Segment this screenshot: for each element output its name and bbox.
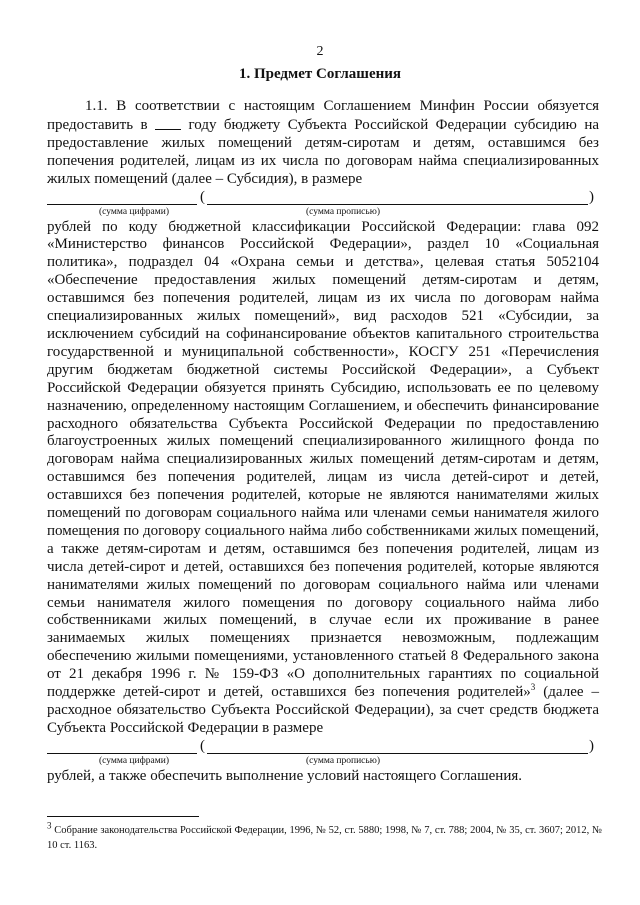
close-paren: ) (589, 188, 594, 205)
caption-amount-digits: (сумма цифрами) (99, 755, 169, 766)
paragraph-text: рублей по коду бюджетной классификации Российской Федерации: глава 092 «Министерство финансов Российской Федерации», раздел 10 «Социальная политика», подраздел 04 «Охрана семьи и детства», целевая статья 5052104 «Обеспечение предоставления жилых помещений детям-сиротам и детям, оставшимся без попечения родителей, лицам из их числа по договорам найма специализированных жилых помещений», вид расходов 521 «Субсидии, за исключением субсидий на софинансирование объектов капитального строительства государственной и муниципальной собственности», КОСГУ 251 «Перечисления другим бюджетам бюджетной системы Российской Федерации», а Субъект Российской Федерации обязуется принять Субсидию, использовать ее по целевому назначению, определенному настоящим Соглашением, и обеспечить финансирование расходного обязательства Субъекта Российской Федерации по предоставлению благоустроенных жилых помещений специализированного жилищного фонда по договорам найма специализированных жилых помещений детям-сиротам и детям, оставшимся без попечения родителей, лицам из числа детей-сирот и детей, оставшихся без попечения родителей, которые не являются нанимателями жилых помещений по договорам социального найма или членами семьи нанимателя жилого помещения по договору социального найма либо собственниками жилых помещений, а также детям-сиротам и детям, оставшимся без попечения родителей, лицам из числа детей-сирот и детей, оставшихся без попечения родителей, которые являются нанимателями жилых помещений по договорам социального найма или членами семьи нанимателя жилого помещения по договору социального найма либо собственниками жилых помещений, в случае если их проживание в ранее занимаемых жилых помещениях признается невозможным, подлежащим обеспечению жилыми помещениями, установленного статьей 8 Федерального закона от 21 декабря 1996 г. № 159-ФЗ «О дополнительных гарантиях по социальной поддержке детей-сирот и детей, оставшихся без попечения родителей» (47, 218, 599, 701)
clause-text-end: году бюджету Субъекта Российской Федерации субсидию на предоставление жилых помещений детям-сиротам и детям, оставшимся без попечения родителей, лицам из их числа по договорам найма специализированных жилых помещений (далее – Субсидия), в размере (47, 116, 600, 187)
footnote-marker: 3 (47, 820, 52, 831)
section-title: 1. Предмет Соглашения (238, 66, 402, 82)
clause-text-start: 1.1. В соответствии с настоящим Соглашением Минфин России обязуется предоставить в (47, 98, 599, 133)
closing-paragraph: рублей, а также обеспечить выполнение условий настоящего Соглашения. (47, 767, 523, 784)
amount-words-line (207, 204, 588, 205)
caption-amount-words: (сумма прописью) (306, 206, 380, 217)
caption-amount-words: (сумма прописью) (306, 755, 380, 766)
cofinancing-amount-line (47, 738, 599, 756)
footnote-reference: 3 (530, 682, 536, 693)
close-paren: ) (589, 737, 594, 754)
clause-1-1 (47, 98, 599, 189)
cofinancing-amount-captions (47, 756, 599, 768)
agreement-body (47, 98, 599, 786)
amount-digits-line (47, 753, 197, 754)
amount-words-line (207, 753, 588, 754)
paragraph-text-end: (далее – расходное обязательство Субъекта Российской Федерации), за счет средств бюджета Субъекта Российской Федерации в размере (47, 684, 599, 736)
year-blank-field (155, 116, 181, 130)
subsidy-amount-line (47, 189, 599, 207)
page-number: 2 (316, 44, 324, 59)
footnote (47, 820, 602, 853)
budget-classification-paragraph (47, 219, 599, 738)
open-paren: ( (200, 737, 205, 754)
open-paren: ( (200, 188, 205, 205)
footnote-text: Собрание законодательства Российской Федерации, 1996, № 52, ст. 5880; 1998, № 7, ст. 788; 2004, № 35, ст. 3607; 2012, № 10 ст. 1163. (47, 825, 602, 851)
footnote-divider (47, 816, 199, 817)
caption-amount-digits: (сумма цифрами) (99, 206, 169, 217)
subsidy-amount-captions (47, 207, 599, 219)
amount-digits-line (47, 204, 197, 205)
